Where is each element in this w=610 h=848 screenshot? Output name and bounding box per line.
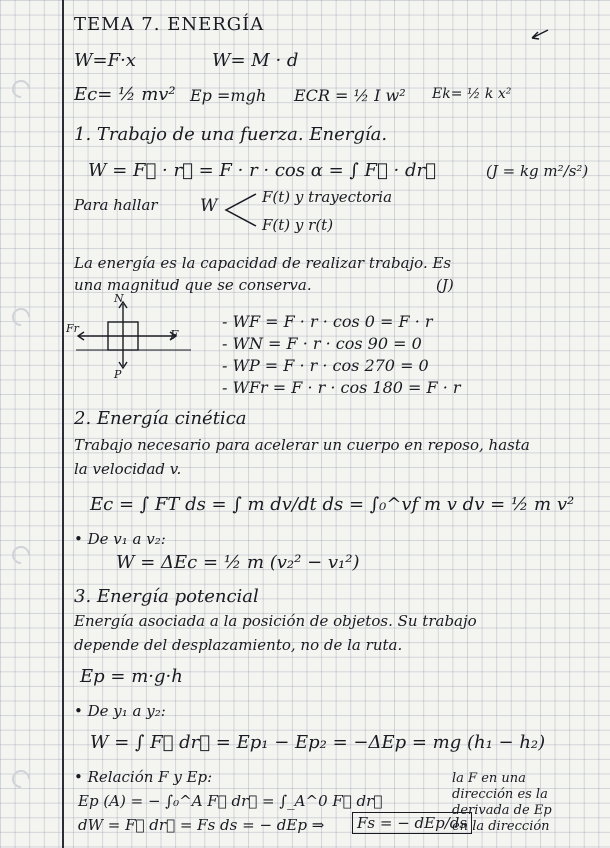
work-weight-item: - WP = F · r · cos 270 = 0: [222, 356, 429, 375]
potential-at-a: Ep (A) = − ∫₀^A F⃗ dr⃗ = ∫_A^0 F⃗ dr⃗: [78, 792, 383, 810]
potential-text-line1: Energía asociada a la posición de objetos. Su trabajo: [74, 612, 477, 630]
para-hallar: Para hallar: [74, 196, 158, 214]
kinetic-de-line: • De v₁ a v₂:: [74, 530, 166, 548]
side-note-line: en la dirección: [452, 819, 550, 834]
friction-label: Fr: [66, 322, 79, 335]
side-note-line: la F en una: [452, 771, 526, 786]
kinetic-text-line2: la velocidad v.: [74, 460, 182, 478]
potential-de-line: • De y₁ a y₂:: [74, 702, 166, 720]
branch-trajectory: F(t) y trayectoria: [262, 188, 393, 206]
kinetic-text-line1: Trabajo necesario para acelerar un cuerpo en reposo, hasta: [74, 436, 530, 454]
work-integral: W = F⃗ · r⃗ = F · r · cos α = ∫ F⃗ · dr⃗: [88, 160, 436, 181]
binder-hole: [8, 304, 33, 329]
arrow-mark-icon: [528, 26, 550, 42]
work-definition: W=F·x: [74, 50, 136, 71]
energy-unit: (J): [436, 276, 454, 294]
dw-line: dW = F⃗ dr⃗ = Fs ds = − dEp ⇒: [78, 816, 325, 834]
work-symbol: W: [200, 196, 218, 216]
binder-hole: [8, 766, 33, 791]
section1-heading: 1. Trabajo de una fuerza. Energía.: [74, 124, 388, 145]
normal-label: N: [114, 292, 124, 305]
joule-unit: (J = kg m²/s²): [486, 162, 589, 180]
potential-energy-formula: Ep =mgh: [190, 86, 267, 105]
rotational-energy-formula: ECR = ½ I w²: [294, 86, 406, 105]
branch-position: F(t) y r(t): [262, 216, 334, 234]
relacion-line: • Relación F y Ep:: [74, 768, 213, 786]
force-derivative-box: Fs = − dEp/ds: [352, 812, 472, 834]
section3-heading: 3. Energía potencial: [74, 586, 259, 607]
work-force-item: - WF = F · r · cos 0 = F · r: [222, 312, 433, 331]
kinetic-integral: Ec = ∫ FT ds = ∫ m dv/dt ds = ∫₀^vf m v dv = ½ m v²: [90, 494, 575, 515]
potential-work-line: W = ∫ F⃗ dr⃗ = Ep₁ − Ep₂ = −ΔEp = mg (h₁ − h₂): [90, 732, 546, 753]
binder-hole: [8, 76, 33, 101]
force-diagram: [66, 292, 206, 382]
weight-label: P: [114, 368, 122, 381]
potential-text-line2: depende del desplazamiento, no de la ruta.: [74, 636, 403, 654]
branch-bracket-icon: [222, 190, 260, 230]
energy-definition-line1: La energía es la capacidad de realizar trabajo. Es: [74, 254, 452, 272]
margin-line: [62, 0, 64, 848]
elastic-energy-formula: Ek= ½ k x²: [432, 86, 512, 102]
section2-heading: 2. Energía cinética: [74, 408, 247, 429]
kinetic-energy-formula: Ec= ½ mv²: [74, 84, 176, 105]
kinetic-delta: W = ΔEc = ½ m (v₂² − v₁²): [116, 552, 360, 573]
energy-definition-line2: una magnitud que se conserva.: [74, 276, 312, 294]
potential-formula: Ep = m·g·h: [80, 666, 183, 687]
side-note-line: derivada de Ep: [452, 803, 552, 818]
work-md: W= M · d: [212, 50, 299, 71]
side-note-line: dirección es la: [452, 787, 548, 802]
work-normal-item: - WN = F · r · cos 90 = 0: [222, 334, 422, 353]
binder-hole: [8, 542, 33, 567]
work-friction-item: - WFr = F · r · cos 180 = F · r: [222, 378, 461, 397]
page-title: TEMA 7. ENERGÍA: [74, 14, 265, 35]
force-label: F: [170, 328, 179, 342]
